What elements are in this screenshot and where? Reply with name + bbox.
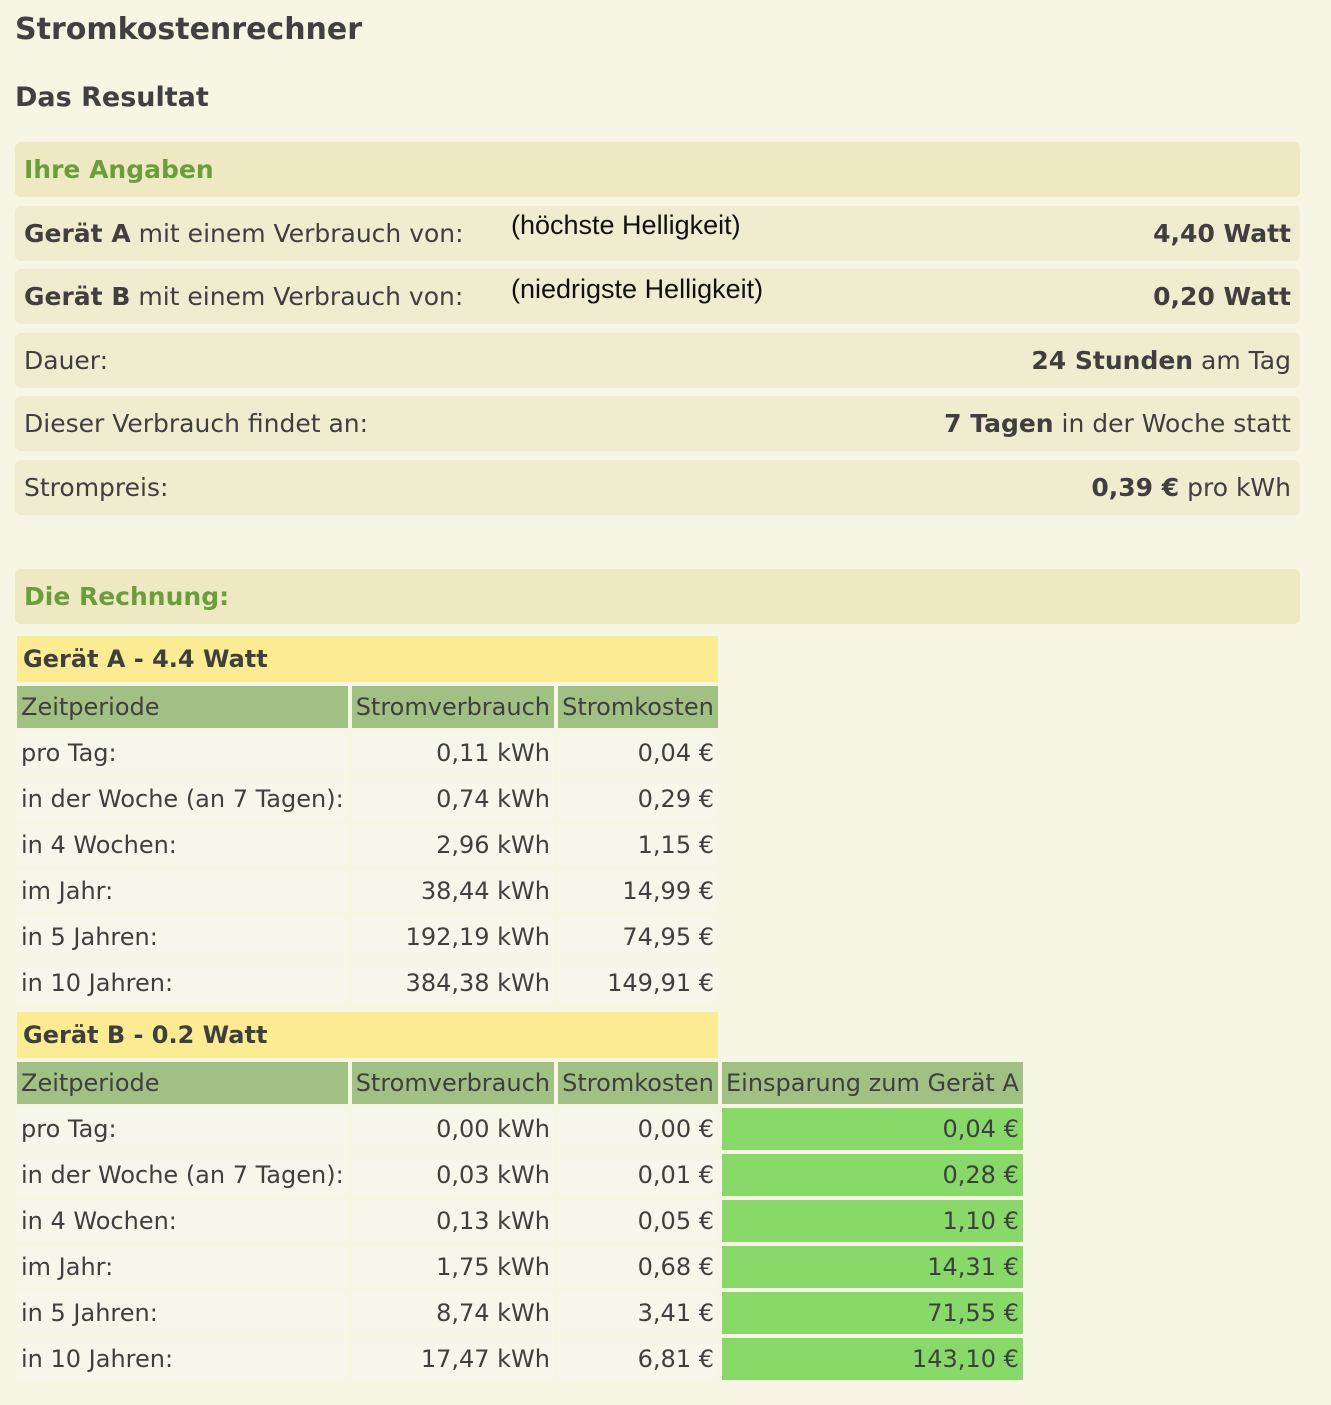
cost-cell: 14,99 € bbox=[558, 870, 718, 912]
input-row-duration bbox=[15, 333, 1300, 388]
inputs-heading: Ihre Angaben bbox=[15, 142, 1300, 197]
period-cell: in 5 Jahren: bbox=[17, 916, 348, 958]
price-suffix: pro kWh bbox=[1179, 473, 1291, 502]
device-b-watt: 0,20 Watt bbox=[1153, 282, 1291, 311]
cost-cell: 0,29 € bbox=[558, 778, 718, 820]
col-header-consumption: Stromverbrauch bbox=[352, 686, 554, 728]
savings-cell: 143,10 € bbox=[722, 1338, 1023, 1380]
table-row bbox=[17, 1292, 1023, 1334]
col-header-period: Zeitperiode bbox=[17, 686, 348, 728]
cost-cell: 149,91 € bbox=[558, 962, 718, 1004]
calc-heading: Die Rechnung: bbox=[15, 569, 1300, 624]
table-row bbox=[17, 732, 718, 774]
col-header-cost: Stromkosten bbox=[558, 1062, 718, 1104]
period-cell: in 10 Jahren: bbox=[17, 962, 348, 1004]
consumption-cell: 0,03 kWh bbox=[352, 1154, 554, 1196]
period-cell: in der Woche (an 7 Tagen): bbox=[17, 778, 348, 820]
empty-cell bbox=[722, 1012, 1023, 1058]
period-cell: im Jahr: bbox=[17, 870, 348, 912]
cost-cell: 74,95 € bbox=[558, 916, 718, 958]
savings-cell: 0,28 € bbox=[722, 1154, 1023, 1196]
col-header-savings: Einsparung zum Gerät A bbox=[722, 1062, 1023, 1104]
input-row-device-a bbox=[15, 206, 1300, 261]
device-a-watt: 4,40 Watt bbox=[1153, 219, 1291, 248]
device-b-note: (niedrigste Helligkeit) bbox=[511, 274, 764, 304]
col-header-cost: Stromkosten bbox=[558, 686, 718, 728]
device-a-table-title: Gerät A - 4.4 Watt bbox=[17, 636, 718, 682]
duration-suffix: am Tag bbox=[1193, 346, 1291, 375]
device-a-note: (höchste Helligkeit) bbox=[511, 210, 741, 240]
duration-label: Dauer: bbox=[24, 346, 109, 375]
consumption-cell: 2,96 kWh bbox=[352, 824, 554, 866]
consumption-cell: 384,38 kWh bbox=[352, 962, 554, 1004]
price-value: 0,39 € bbox=[1091, 473, 1180, 502]
consumption-cell: 17,47 kWh bbox=[352, 1338, 554, 1380]
consumption-cell: 8,74 kWh bbox=[352, 1292, 554, 1334]
table-row bbox=[17, 916, 718, 958]
savings-cell: 0,04 € bbox=[722, 1108, 1023, 1150]
cost-cell: 0,00 € bbox=[558, 1108, 718, 1150]
consumption-cell: 0,00 kWh bbox=[352, 1108, 554, 1150]
page-title: Stromkostenrechner bbox=[15, 12, 363, 47]
table-row bbox=[17, 1154, 1023, 1196]
days-label: Dieser Verbrauch findet an: bbox=[24, 409, 369, 438]
result-heading: Das Resultat bbox=[15, 82, 209, 113]
consumption-cell: 1,75 kWh bbox=[352, 1246, 554, 1288]
input-row-device-b bbox=[15, 269, 1300, 324]
cost-cell: 0,01 € bbox=[558, 1154, 718, 1196]
table-row bbox=[17, 962, 718, 1004]
cost-cell: 1,15 € bbox=[558, 824, 718, 866]
cost-cell: 6,81 € bbox=[558, 1338, 718, 1380]
period-cell: pro Tag: bbox=[17, 1108, 348, 1150]
period-cell: im Jahr: bbox=[17, 1246, 348, 1288]
device-b-text: mit einem Verbrauch von: bbox=[130, 282, 464, 311]
savings-cell: 14,31 € bbox=[722, 1246, 1023, 1288]
table-row bbox=[17, 1200, 1023, 1242]
consumption-cell: 192,19 kWh bbox=[352, 916, 554, 958]
device-b-table bbox=[13, 1008, 1027, 1384]
savings-cell: 71,55 € bbox=[722, 1292, 1023, 1334]
savings-cell: 1,10 € bbox=[722, 1200, 1023, 1242]
input-row-days bbox=[15, 396, 1300, 451]
period-cell: in 4 Wochen: bbox=[17, 824, 348, 866]
days-suffix: in der Woche statt bbox=[1053, 409, 1291, 438]
price-label: Strompreis: bbox=[24, 473, 169, 502]
device-a-label: Gerät A bbox=[24, 219, 131, 248]
cost-cell: 3,41 € bbox=[558, 1292, 718, 1334]
device-a-text: mit einem Verbrauch von: bbox=[130, 219, 464, 248]
consumption-cell: 38,44 kWh bbox=[352, 870, 554, 912]
period-cell: in 4 Wochen: bbox=[17, 1200, 348, 1242]
table-row bbox=[17, 824, 718, 866]
consumption-cell: 0,13 kWh bbox=[352, 1200, 554, 1242]
device-a-table bbox=[13, 632, 722, 1008]
col-header-period: Zeitperiode bbox=[17, 1062, 348, 1104]
consumption-cell: 0,11 kWh bbox=[352, 732, 554, 774]
table-row bbox=[17, 778, 718, 820]
device-b-table-title: Gerät B - 0.2 Watt bbox=[17, 1012, 718, 1058]
table-row bbox=[17, 1338, 1023, 1380]
table-row bbox=[17, 1108, 1023, 1150]
device-b-label: Gerät B bbox=[24, 282, 131, 311]
days-value: 7 Tagen bbox=[944, 409, 1054, 438]
cost-cell: 0,04 € bbox=[558, 732, 718, 774]
table-row bbox=[17, 1246, 1023, 1288]
table-row bbox=[17, 870, 718, 912]
period-cell: in 10 Jahren: bbox=[17, 1338, 348, 1380]
input-row-price bbox=[15, 460, 1300, 515]
period-cell: pro Tag: bbox=[17, 732, 348, 774]
period-cell: in 5 Jahren: bbox=[17, 1292, 348, 1334]
col-header-consumption: Stromverbrauch bbox=[352, 1062, 554, 1104]
duration-value: 24 Stunden bbox=[1031, 346, 1194, 375]
cost-cell: 0,05 € bbox=[558, 1200, 718, 1242]
consumption-cell: 0,74 kWh bbox=[352, 778, 554, 820]
period-cell: in der Woche (an 7 Tagen): bbox=[17, 1154, 348, 1196]
cost-cell: 0,68 € bbox=[558, 1246, 718, 1288]
